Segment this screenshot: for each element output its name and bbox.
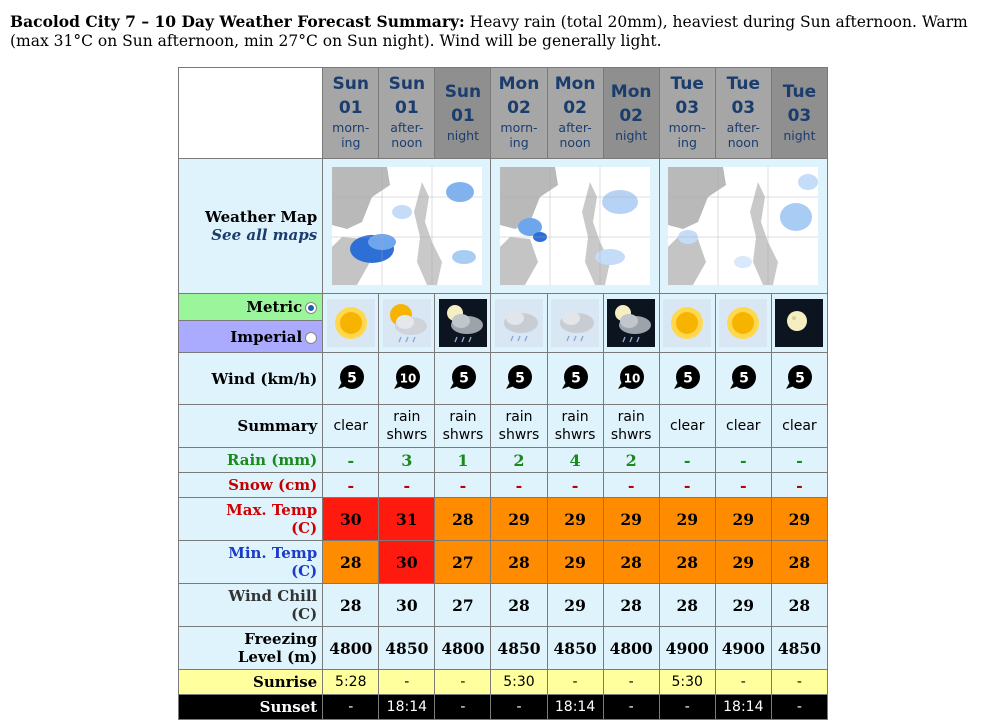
min-temp-row	[179, 541, 828, 584]
summary-cell	[435, 405, 491, 448]
freezing-label-1: Freezing	[244, 630, 318, 648]
period-line-1: after-	[390, 120, 424, 135]
day-date: 03	[731, 98, 756, 118]
wind-speed: 5	[571, 370, 581, 386]
wind-label: Wind (km/h)	[179, 353, 323, 405]
day-period	[772, 128, 827, 147]
summary-line-1: rain	[561, 409, 589, 425]
min-temp-cell: 29	[547, 541, 603, 584]
snow-cell: -	[771, 473, 827, 498]
period-line-2: ing	[677, 135, 697, 150]
freezing-level-cell: 4900	[659, 627, 715, 670]
day-period	[716, 120, 771, 154]
sunset-row	[179, 695, 828, 720]
summary-line-1: rain	[617, 409, 645, 425]
day-date: 02	[619, 105, 643, 126]
day-period	[323, 120, 378, 154]
freezing-level-cell: 4800	[323, 627, 379, 670]
summary-title: Bacolod City 7 – 10 Day Weather Forecast Summary:	[10, 12, 465, 31]
metric-toggle[interactable]	[179, 294, 323, 321]
summary-line-2: shwrs	[554, 427, 596, 443]
min-temp-cell: 28	[659, 541, 715, 584]
day-name: Mon	[498, 74, 540, 94]
period-line-1: morn-	[332, 120, 370, 135]
summary-line-1: rain	[393, 409, 421, 425]
period-line-2: noon	[391, 135, 423, 150]
rain-cell: 3	[379, 448, 435, 473]
day-name: Tue	[726, 74, 760, 94]
max-temp-row	[179, 498, 828, 541]
snow-cell: -	[715, 473, 771, 498]
weather-icon-cell	[379, 294, 435, 353]
period-line-2: ing	[341, 135, 361, 150]
summary-cell	[659, 405, 715, 448]
wind-arrow-icon	[672, 362, 702, 392]
wind-arrow-icon	[392, 362, 422, 392]
sunrise-cell: 5:30	[659, 670, 715, 695]
snow-cell: -	[435, 473, 491, 498]
summary-cell	[547, 405, 603, 448]
wind-speed: 5	[515, 370, 525, 386]
metric-label: Metric	[246, 298, 303, 316]
weather-map-tue[interactable]	[659, 159, 827, 294]
max-temp-cell: 29	[547, 498, 603, 541]
summary-line-2: shwrs	[386, 427, 428, 443]
summary-line-1: clear	[782, 418, 817, 434]
day-period	[548, 120, 603, 154]
day-date: 02	[563, 98, 587, 118]
max-temp-label	[179, 498, 323, 541]
weather-map-title: Weather Map	[205, 208, 318, 226]
max-temp-cell: 29	[491, 498, 547, 541]
wind-speed: 10	[623, 371, 641, 385]
min-temp-label-2: (C)	[291, 562, 318, 580]
freezing-row	[179, 627, 828, 670]
snow-cell: -	[323, 473, 379, 498]
period-line-1: morn-	[500, 120, 538, 135]
sunset-cell: -	[603, 695, 659, 720]
max-temp-label-1: Max. Temp	[226, 501, 318, 519]
max-temp-cell: 30	[323, 498, 379, 541]
min-temp-cell: 28	[323, 541, 379, 584]
day-name: Mon	[554, 74, 596, 94]
wind-speed: 5	[459, 370, 469, 386]
weather-icon-cell	[715, 294, 771, 353]
max-temp-cell: 31	[379, 498, 435, 541]
freezing-level-cell: 4850	[379, 627, 435, 670]
min-temp-label-1: Min. Temp	[228, 544, 318, 562]
summary-cell	[323, 405, 379, 448]
weather-icon-cell	[603, 294, 659, 353]
weather-map-row	[179, 159, 828, 294]
wind-chill-cell: 28	[323, 584, 379, 627]
column-header	[379, 68, 435, 159]
summary-line-2: shwrs	[442, 427, 484, 443]
period-line-2: noon	[559, 135, 591, 150]
min-temp-cell: 28	[603, 541, 659, 584]
weather-map-image	[668, 167, 818, 285]
column-header	[435, 68, 491, 159]
rain-cell: 1	[435, 448, 491, 473]
freezing-level-cell: 4850	[491, 627, 547, 670]
wind-cell	[603, 353, 659, 405]
day-name: Sun	[388, 74, 426, 94]
sun-cloud-rain-icon	[383, 299, 431, 347]
weather-icon-cell	[491, 294, 547, 353]
wind-speed: 5	[739, 370, 750, 386]
sunset-cell: -	[435, 695, 491, 720]
summary-cell	[491, 405, 547, 448]
cloud-rain-icon	[551, 299, 599, 347]
freezing-level-cell: 4850	[547, 627, 603, 670]
column-header	[659, 68, 715, 159]
forecast-summary	[10, 12, 1000, 51]
wind-chill-cell: 29	[715, 584, 771, 627]
sunrise-cell: -	[379, 670, 435, 695]
max-temp-label-2: (C)	[291, 519, 318, 537]
wind-chill-row	[179, 584, 828, 627]
sunset-cell: -	[491, 695, 547, 720]
wind-row	[179, 353, 828, 405]
day-date: 02	[507, 98, 531, 118]
wind-cell	[659, 353, 715, 405]
max-temp-cell: 29	[771, 498, 827, 541]
column-header	[715, 68, 771, 159]
sun-icon	[719, 299, 767, 347]
snow-row	[179, 473, 828, 498]
weather-icon-cell	[323, 294, 379, 353]
day-date: 01	[451, 105, 475, 126]
wind-cell	[323, 353, 379, 405]
day-period	[491, 120, 546, 154]
sunset-cell: -	[659, 695, 715, 720]
rain-cell: 2	[491, 448, 547, 473]
day-date: 03	[787, 105, 812, 126]
sunrise-cell: -	[603, 670, 659, 695]
max-temp-cell: 29	[603, 498, 659, 541]
freezing-level-cell: 4850	[771, 627, 827, 670]
summary-text: Heavy rain (total 20mm), heaviest during Sun afternoon. Warm (max 31°C on Sun afternoon, min 27°C on Sun night). Wind will be generally light.	[10, 13, 968, 50]
weather-icon-cell	[659, 294, 715, 353]
imperial-radio[interactable]	[305, 332, 317, 344]
day-period	[379, 120, 434, 154]
wind-chill-cell: 28	[771, 584, 827, 627]
column-header	[491, 68, 547, 159]
freezing-label	[179, 627, 323, 670]
wind-chill-cell: 29	[547, 584, 603, 627]
sunrise-cell: -	[435, 670, 491, 695]
period-line-2: ing	[509, 135, 529, 150]
sunrise-cell: -	[715, 670, 771, 695]
cloud-rain-icon	[495, 299, 543, 347]
wind-arrow-icon	[728, 362, 758, 392]
summary-line-1: rain	[449, 409, 477, 425]
forecast-table	[178, 67, 828, 720]
day-period	[604, 128, 659, 147]
period-line-1: after-	[558, 120, 592, 135]
snow-cell: -	[603, 473, 659, 498]
wind-cell	[715, 353, 771, 405]
period-line-1: night	[615, 127, 648, 143]
sunset-cell: -	[771, 695, 827, 720]
metric-radio[interactable]	[305, 302, 317, 314]
column-header	[323, 68, 379, 159]
rain-label: Rain (mm)	[179, 448, 323, 473]
sunset-label: Sunset	[179, 695, 323, 720]
weather-map-image	[500, 167, 650, 285]
weather-icon-cell	[771, 294, 827, 353]
min-temp-cell: 30	[379, 541, 435, 584]
day-name: Sun	[444, 81, 482, 102]
sun-icon	[327, 299, 375, 347]
wind-chill-label	[179, 584, 323, 627]
see-all-maps-link[interactable]: See all maps	[211, 226, 318, 244]
sunset-cell: 18:14	[379, 695, 435, 720]
day-name: Tue	[670, 74, 704, 94]
summary-line-2: shwrs	[610, 427, 652, 443]
column-header	[547, 68, 603, 159]
period-line-1: night	[783, 127, 816, 143]
snow-label: Snow (cm)	[179, 473, 323, 498]
freezing-label-2: Level (m)	[237, 648, 318, 666]
wind-speed: 5	[346, 370, 357, 386]
rain-cell: -	[323, 448, 379, 473]
corner-cell	[179, 68, 323, 159]
period-line-1: morn-	[668, 120, 706, 135]
sunset-cell: 18:14	[547, 695, 603, 720]
header-row	[179, 68, 828, 159]
wind-chill-cell: 28	[603, 584, 659, 627]
day-name: Tue	[782, 81, 817, 102]
min-temp-cell: 28	[771, 541, 827, 584]
wind-arrow-icon	[560, 362, 590, 392]
rain-cell: -	[659, 448, 715, 473]
wind-speed: 5	[683, 370, 694, 386]
sunset-cell: 18:14	[715, 695, 771, 720]
wind-arrow-icon	[616, 362, 646, 392]
day-date: 01	[338, 98, 363, 118]
wind-cell	[771, 353, 827, 405]
wind-chill-cell: 28	[491, 584, 547, 627]
rain-cell: -	[771, 448, 827, 473]
sunrise-label: Sunrise	[179, 670, 323, 695]
summary-line-2: shwrs	[498, 427, 540, 443]
freezing-level-cell: 4800	[603, 627, 659, 670]
moon-cloud-rain-icon	[439, 299, 487, 347]
sunrise-row	[179, 670, 828, 695]
weather-map-mon[interactable]	[491, 159, 659, 294]
weather-icon-cell	[435, 294, 491, 353]
sunrise-cell: -	[547, 670, 603, 695]
metric-row	[179, 294, 828, 321]
period-line-2: noon	[727, 135, 759, 150]
wind-arrow-icon	[336, 362, 366, 392]
wind-speed: 10	[399, 371, 417, 385]
period-line-1: after-	[726, 120, 760, 135]
min-temp-label	[179, 541, 323, 584]
snow-cell: -	[491, 473, 547, 498]
day-period	[435, 128, 490, 147]
column-header	[771, 68, 827, 159]
rain-cell: -	[715, 448, 771, 473]
moon-cloud-rain-icon	[607, 299, 655, 347]
wind-chill-cell: 28	[659, 584, 715, 627]
weather-map-label	[179, 159, 323, 294]
sunrise-cell: -	[771, 670, 827, 695]
summary-cell	[379, 405, 435, 448]
max-temp-cell: 28	[435, 498, 491, 541]
wind-arrow-icon	[504, 362, 534, 392]
wind-arrow-icon	[448, 362, 478, 392]
wind-chill-cell: 30	[379, 584, 435, 627]
summary-row	[179, 405, 828, 448]
min-temp-cell: 29	[715, 541, 771, 584]
day-period	[660, 120, 715, 154]
rain-cell: 2	[603, 448, 659, 473]
sunset-cell: -	[323, 695, 379, 720]
wind-cell	[379, 353, 435, 405]
summary-cell	[771, 405, 827, 448]
wind-cell	[491, 353, 547, 405]
wind-arrow-icon	[784, 362, 814, 392]
freezing-level-cell: 4800	[435, 627, 491, 670]
max-temp-cell: 29	[715, 498, 771, 541]
imperial-toggle[interactable]	[179, 321, 323, 353]
weather-map-image	[332, 167, 482, 285]
summary-cell	[715, 405, 771, 448]
summary-line-1: clear	[333, 418, 369, 434]
summary-label: Summary	[179, 405, 323, 448]
imperial-label: Imperial	[230, 327, 303, 346]
wind-speed: 5	[795, 370, 806, 386]
summary-line-1: clear	[669, 418, 705, 434]
summary-line-1: clear	[726, 418, 761, 434]
sunrise-cell: 5:28	[323, 670, 379, 695]
moon-icon	[775, 299, 823, 347]
weather-map-sun[interactable]	[323, 159, 491, 294]
period-line-1: night	[446, 127, 479, 143]
wind-chill-cell: 27	[435, 584, 491, 627]
snow-cell: -	[379, 473, 435, 498]
summary-line-1: rain	[505, 409, 533, 425]
weather-icon-cell	[547, 294, 603, 353]
rain-cell: 4	[547, 448, 603, 473]
max-temp-cell: 29	[659, 498, 715, 541]
summary-cell	[603, 405, 659, 448]
snow-cell: -	[659, 473, 715, 498]
wind-cell	[547, 353, 603, 405]
day-date: 03	[675, 98, 700, 118]
day-date: 01	[395, 98, 419, 118]
min-temp-cell: 27	[435, 541, 491, 584]
sun-icon	[663, 299, 711, 347]
sunrise-cell: 5:30	[491, 670, 547, 695]
wind-chill-label-1: Wind Chill	[228, 587, 318, 605]
day-name: Mon	[610, 81, 652, 102]
wind-cell	[435, 353, 491, 405]
freezing-level-cell: 4900	[715, 627, 771, 670]
rain-row	[179, 448, 828, 473]
min-temp-cell: 28	[491, 541, 547, 584]
column-header	[603, 68, 659, 159]
snow-cell: -	[547, 473, 603, 498]
wind-chill-label-2: (C)	[291, 605, 318, 623]
day-name: Sun	[332, 74, 369, 94]
